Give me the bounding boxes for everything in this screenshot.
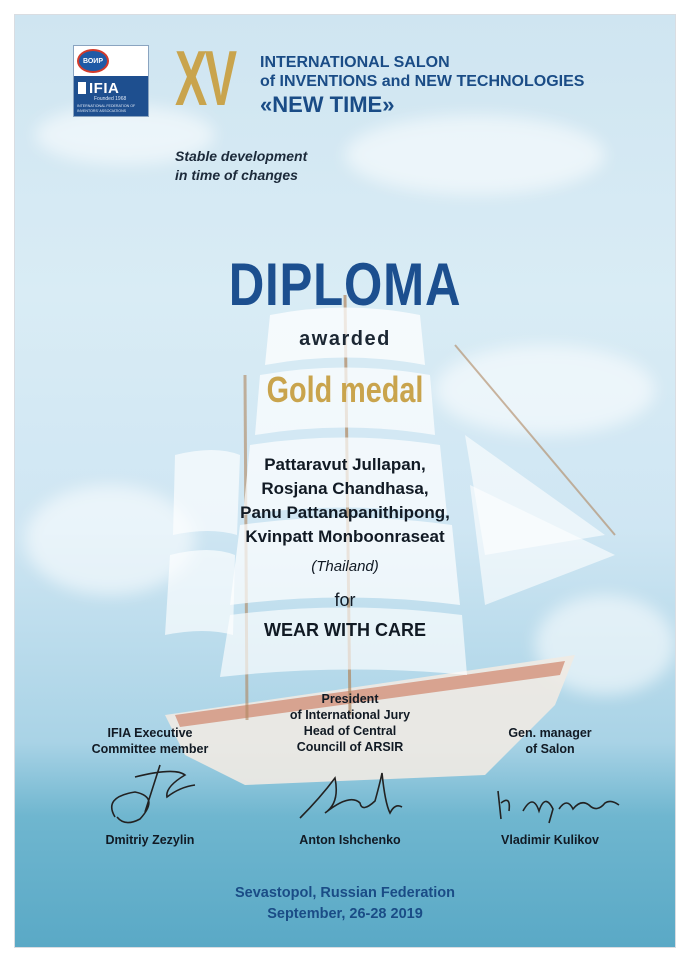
recipient-country: (Thailand)	[311, 558, 379, 575]
ifia-logo	[74, 76, 148, 116]
salon-title	[260, 53, 584, 119]
motto-line-1: Stable development	[175, 148, 308, 164]
signatory-title-line: President	[321, 692, 379, 706]
signatory-title-line: Committee member	[91, 742, 209, 756]
recipient-name: Panu Pattanapanithipong,	[240, 503, 450, 522]
ifia-mark-icon	[78, 82, 86, 94]
signatory-title-line: Councill of ARSIR	[296, 740, 404, 754]
roman-numeral: XV	[175, 34, 235, 122]
voir-badge: ВОИР	[77, 49, 109, 73]
signatory-title-line: of Salon	[525, 742, 575, 756]
for-label: for	[334, 590, 356, 610]
ship-sail	[220, 608, 467, 678]
salon-line-3: «NEW TIME»	[260, 92, 395, 117]
event-dates: September, 26-28 2019	[267, 906, 423, 922]
motto-line-2: in time of changes	[175, 167, 298, 183]
event-place: Sevastopol, Russian Federation	[235, 885, 455, 901]
signature-ishchenko	[290, 763, 410, 825]
signatory-title-jury	[265, 691, 435, 755]
signatory-title-line: of International Jury	[289, 708, 411, 722]
signatory-name: Vladimir Kulikov	[501, 833, 599, 847]
ifia-founded: Founded 1968	[94, 96, 127, 102]
signatory-name: Dmitriy Zezylin	[105, 833, 195, 847]
signatory-title-line: Head of Central	[303, 724, 397, 738]
signatory-title-salon	[475, 725, 625, 757]
ifia-federation: INTERNATIONAL FEDERATION OF INVENTORS' ASSOCIATIONS	[77, 104, 136, 113]
signatory-title-ifia	[75, 725, 225, 757]
signatory-title-line: Gen. manager	[508, 726, 592, 740]
medal-title: Gold medal	[266, 369, 424, 410]
organizer-logos	[73, 45, 149, 120]
diploma-title: DIPLOMA	[228, 251, 462, 318]
event-place-date	[15, 883, 675, 925]
motto	[175, 147, 307, 185]
diploma-sheet	[14, 14, 676, 948]
salon-line-1: INTERNATIONAL SALON	[260, 54, 450, 71]
project-title: WEAR WITH CARE	[264, 620, 426, 640]
recipient-names	[15, 453, 675, 549]
recipient-name: Rosjana Chandhasa,	[261, 479, 429, 498]
recipient-name: Pattaravut Jullapan,	[264, 455, 426, 474]
voir-logo	[73, 45, 149, 117]
awarded-label: awarded	[299, 328, 391, 350]
ifia-text: IFIA	[89, 80, 120, 97]
signatory-title-line: IFIA Executive	[107, 726, 193, 740]
signatory-name: Anton Ishchenko	[299, 833, 401, 847]
signature-kulikov	[493, 781, 623, 825]
signature-zezylin	[105, 757, 215, 827]
salon-line-2: of INVENTIONS and NEW TECHNOLOGIES	[260, 73, 585, 90]
recipient-name: Kvinpatt Monboonraseat	[245, 527, 445, 546]
